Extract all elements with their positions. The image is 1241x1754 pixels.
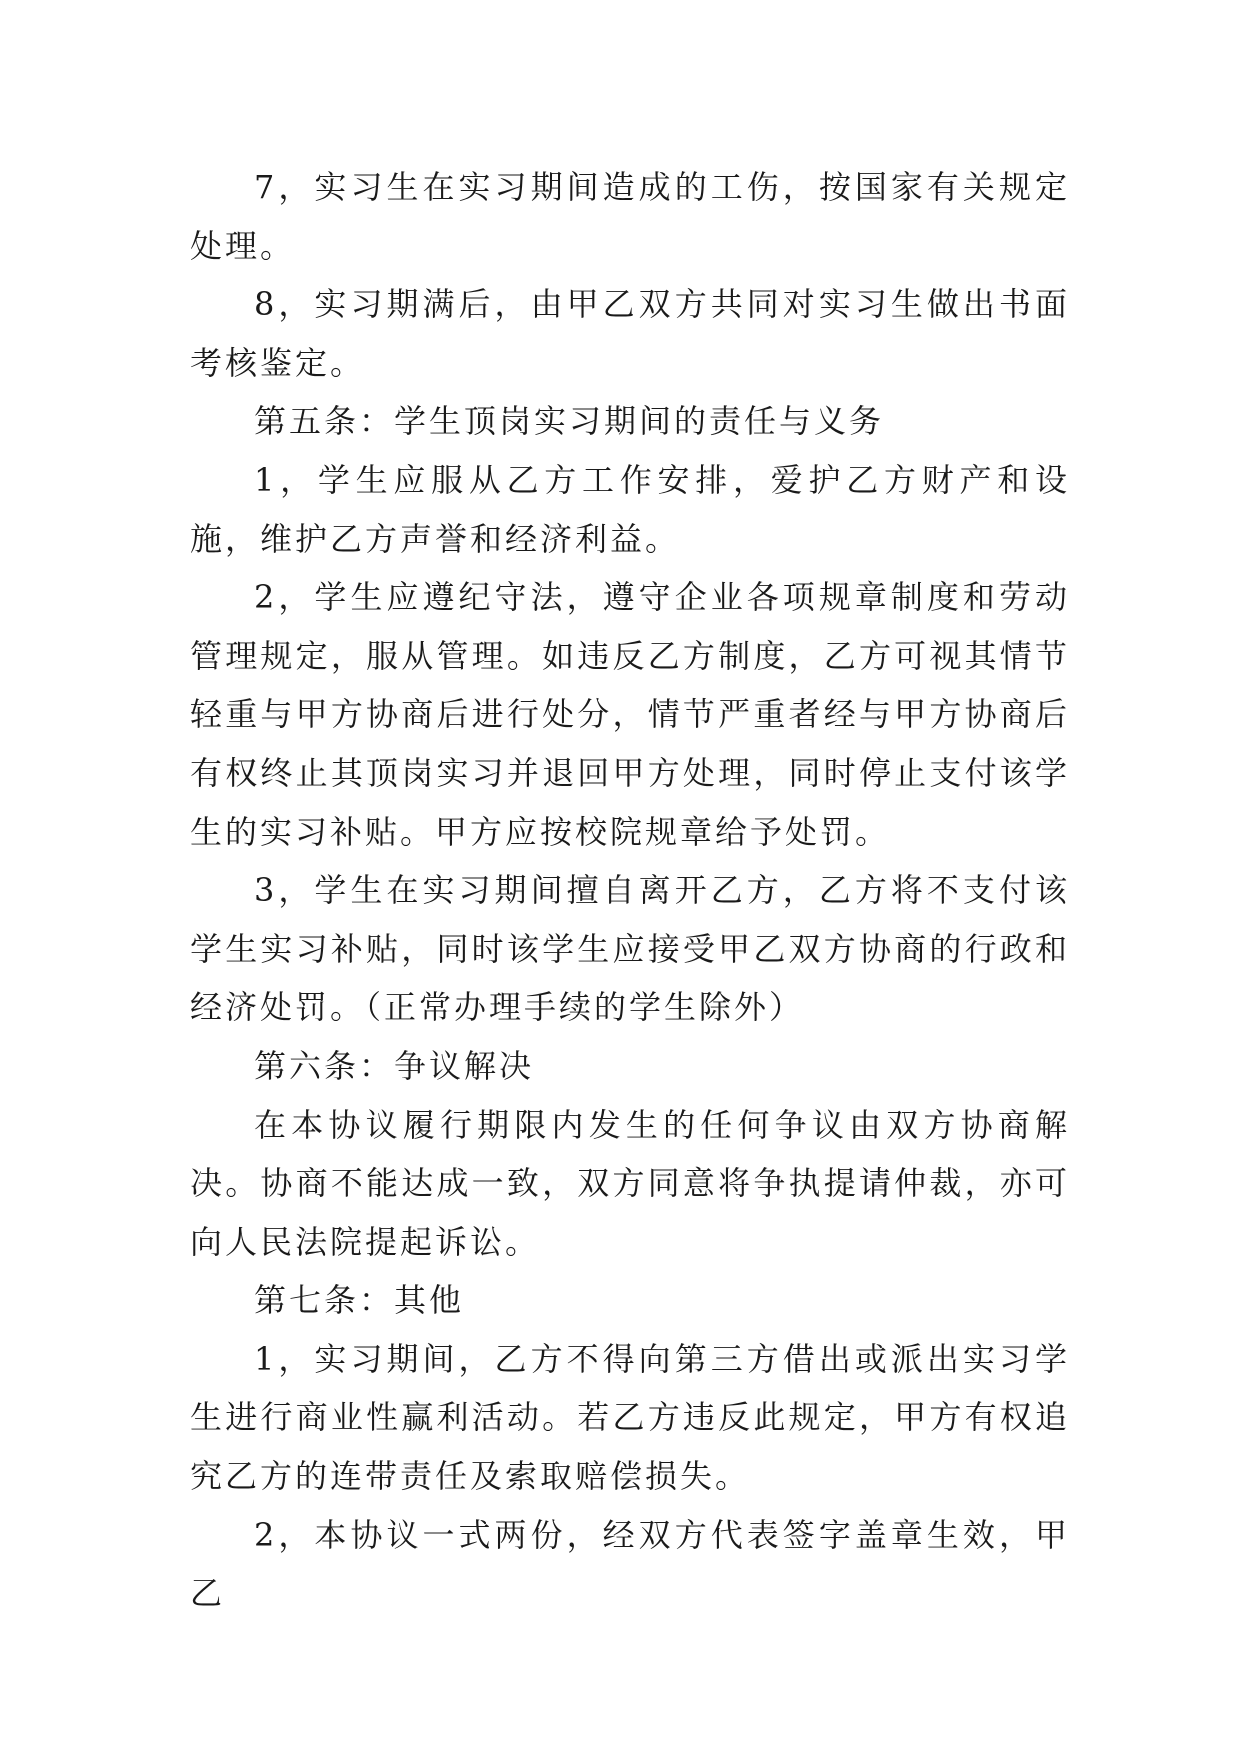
dispute-resolution-text: 在本协议履行期限内发生的任何争议由双方协商解决。协商不能达成一致，双方同意将争执提请仲裁，亦可向人民法院提起诉讼。 bbox=[190, 1105, 1070, 1261]
document-body bbox=[190, 158, 1070, 1623]
article-5-heading: 第五条：学生顶岗实习期间的责任与义务 bbox=[254, 402, 885, 441]
clause-4-item-8: 8，实习期满后，由甲乙双方共同对实习生做出书面考核鉴定。 bbox=[190, 285, 1070, 382]
article-6-heading: 第六条：争议解决 bbox=[254, 1046, 535, 1085]
clause-4-item-7: 7，实习生在实习期间造成的工伤，按国家有关规定处理。 bbox=[190, 168, 1070, 265]
clause-5-item-1: 1，学生应服从乙方工作安排，爱护乙方财产和设施，维护乙方声誉和经济利益。 bbox=[190, 460, 1070, 558]
clause-7-item-2: 2，本协议一式两份，经双方代表签字盖章生效，甲乙 bbox=[190, 1515, 1070, 1613]
article-7-heading: 第七条：其他 bbox=[254, 1281, 465, 1320]
clause-5-item-2: 2，学生应遵纪守法，遵守企业各项规章制度和劳动管理规定，服从管理。如违反乙方制度，乙方可视其情节轻重与甲方协商后进行处分，情节严重者经与甲方协商后有权终止其顶岗实习并退回甲方处理，同时停止支付该学生的实习补贴。甲方应按校院规章给予处罚。 bbox=[190, 578, 1070, 851]
clause-7-item-1: 1，实习期间，乙方不得向第三方借出或派出实习学生进行商业性赢利活动。若乙方违反此规定，甲方有权追究乙方的连带责任及索取赔偿损失。 bbox=[190, 1339, 1070, 1496]
clause-5-item-3: 3，学生在实习期间擅自离开乙方，乙方将不支付该学生实习补贴，同时该学生应接受甲乙双方协商的行政和经济处罚。（正常办理手续的学生除外） bbox=[190, 871, 1070, 1027]
